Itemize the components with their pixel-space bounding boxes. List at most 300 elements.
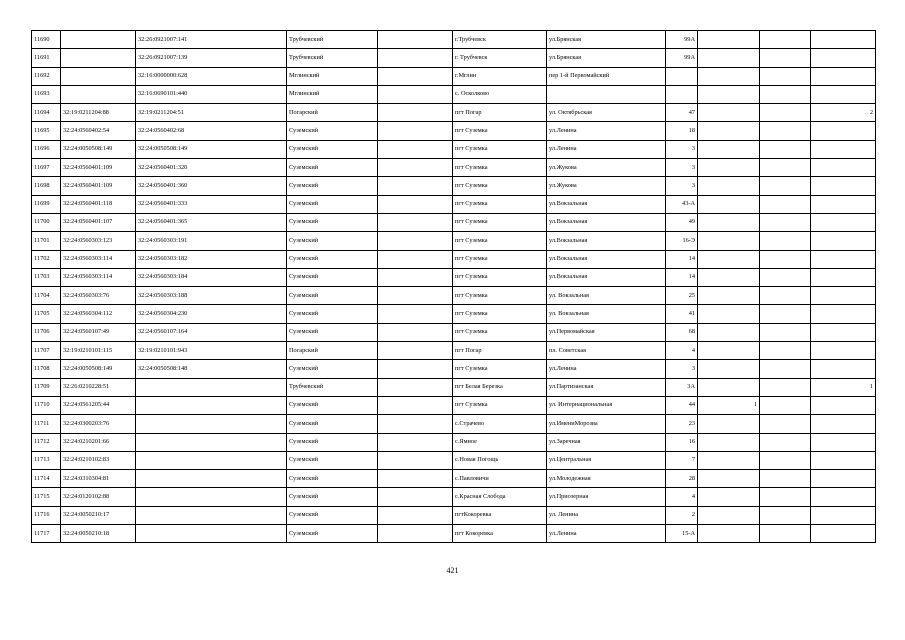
- cell-settlement: г.Мглин: [453, 67, 547, 85]
- cell-extra-a: [698, 195, 760, 213]
- cell-blank: [378, 104, 453, 122]
- cell-record-number: 11711: [32, 415, 61, 433]
- cell-house-number: 23: [666, 415, 698, 433]
- cell-street: [547, 85, 666, 103]
- cell-cadastral-number-2: [136, 506, 287, 524]
- cell-extra-b: [760, 360, 811, 378]
- cell-cadastral-number-2: [136, 470, 287, 488]
- cell-blank: [378, 67, 453, 85]
- cell-cadastral-number: 32:24:0050508:149: [61, 360, 136, 378]
- cell-street: ул. Вокзальная: [547, 287, 666, 305]
- cell-record-number: 11713: [32, 451, 61, 469]
- cell-settlement: пгт Суземка: [453, 305, 547, 323]
- cell-cadastral-number-2: 32:24:0050508:149: [136, 140, 287, 158]
- cell-cadastral-number-2: 32:26:0921007:139: [136, 49, 287, 67]
- cell-cadastral-number: 32:24:0560107:49: [61, 323, 136, 341]
- cell-house-number: 99А: [666, 31, 698, 49]
- cell-street: ул.Ленина: [547, 525, 666, 543]
- cell-house-number: 7: [666, 451, 698, 469]
- cell-street: ул.Первомайская: [547, 323, 666, 341]
- cell-cadastral-number: [61, 85, 136, 103]
- cell-blank: [378, 525, 453, 543]
- cell-extra-b: [760, 525, 811, 543]
- cell-house-number: 3: [666, 159, 698, 177]
- cell-cadastral-number-2: 32:26:0921007:141: [136, 31, 287, 49]
- cell-record-number: 11712: [32, 433, 61, 451]
- cell-settlement: пгт Суземка: [453, 177, 547, 195]
- cell-street: ул.Ленина: [547, 360, 666, 378]
- table-row: [32, 360, 876, 378]
- cell-extra-b: [760, 287, 811, 305]
- cell-district: Суземский: [287, 268, 378, 286]
- cell-extra-c: 2: [811, 104, 876, 122]
- cell-extra-b: [760, 232, 811, 250]
- cell-house-number: 28: [666, 470, 698, 488]
- cell-blank: [378, 287, 453, 305]
- cell-district: Суземский: [287, 250, 378, 268]
- cell-house-number: 99А: [666, 49, 698, 67]
- cell-extra-c: [811, 67, 876, 85]
- table-row: [32, 287, 876, 305]
- cell-extra-c: 1: [811, 378, 876, 396]
- cell-cadastral-number-2: 32:19:0211204:51: [136, 104, 287, 122]
- cell-street: ул. Ленина: [547, 506, 666, 524]
- cell-street: ул.Вокзальная: [547, 268, 666, 286]
- cell-cadastral-number: 32:24:0560402:54: [61, 122, 136, 140]
- cell-house-number: 16: [666, 433, 698, 451]
- cell-blank: [378, 433, 453, 451]
- cell-cadastral-number: 32:24:0560304:112: [61, 305, 136, 323]
- cell-extra-a: [698, 31, 760, 49]
- cell-extra-b: [760, 323, 811, 341]
- cell-house-number: 44: [666, 396, 698, 414]
- cell-cadastral-number: 32:26:0210228:51: [61, 378, 136, 396]
- cell-settlement: с. Осколково: [453, 85, 547, 103]
- cell-district: Суземский: [287, 323, 378, 341]
- table-row: [32, 415, 876, 433]
- cell-record-number: 11717: [32, 525, 61, 543]
- cell-blank: [378, 323, 453, 341]
- cell-blank: [378, 470, 453, 488]
- cell-house-number: 18: [666, 122, 698, 140]
- table-row: [32, 104, 876, 122]
- table-row: [32, 342, 876, 360]
- cell-extra-c: [811, 49, 876, 67]
- cell-extra-b: [760, 49, 811, 67]
- cell-cadastral-number-2: 32:16:0000000:628: [136, 67, 287, 85]
- cell-extra-b: [760, 140, 811, 158]
- cell-district: Погарский: [287, 342, 378, 360]
- cell-street: ул.Партизанская: [547, 378, 666, 396]
- cell-extra-c: [811, 342, 876, 360]
- cell-settlement: пгт Белая Березка: [453, 378, 547, 396]
- cell-street: ул.Приозерная: [547, 488, 666, 506]
- cell-record-number: 11690: [32, 31, 61, 49]
- cell-street: ул.Вокзальная: [547, 232, 666, 250]
- cell-cadastral-number: 32:24:0560401:107: [61, 213, 136, 231]
- cell-extra-b: [760, 104, 811, 122]
- cell-extra-a: [698, 433, 760, 451]
- cell-settlement: пгт Суземка: [453, 122, 547, 140]
- cell-cadastral-number-2: 32:24:0560401:333: [136, 195, 287, 213]
- cell-extra-b: [760, 378, 811, 396]
- cell-settlement: пгт Суземка: [453, 396, 547, 414]
- cell-blank: [378, 415, 453, 433]
- cell-street: ул.Брянская: [547, 31, 666, 49]
- cell-extra-a: [698, 213, 760, 231]
- cell-blank: [378, 122, 453, 140]
- table-row: [32, 378, 876, 396]
- cell-district: Суземский: [287, 232, 378, 250]
- cell-extra-a: [698, 305, 760, 323]
- cell-cadastral-number: 32:19:0210101:115: [61, 342, 136, 360]
- cell-record-number: 11699: [32, 195, 61, 213]
- cell-extra-c: [811, 31, 876, 49]
- cell-cadastral-number: 32:24:0050210:17: [61, 506, 136, 524]
- cell-record-number: 11716: [32, 506, 61, 524]
- cell-extra-a: [698, 488, 760, 506]
- cell-cadastral-number: 32:24:0050210:18: [61, 525, 136, 543]
- cell-extra-c: [811, 488, 876, 506]
- cell-cadastral-number-2: 32:24:0560401:365: [136, 213, 287, 231]
- cell-extra-a: [698, 85, 760, 103]
- table-row: [32, 268, 876, 286]
- cell-district: Суземский: [287, 177, 378, 195]
- cell-house-number: 49: [666, 213, 698, 231]
- cell-settlement: с.Страчево: [453, 415, 547, 433]
- cell-extra-b: [760, 195, 811, 213]
- cell-street: ул.Ленина: [547, 140, 666, 158]
- cell-extra-a: [698, 323, 760, 341]
- cell-extra-c: [811, 122, 876, 140]
- cell-house-number: [666, 67, 698, 85]
- cell-settlement: с.Павловичи: [453, 470, 547, 488]
- cell-extra-a: [698, 506, 760, 524]
- cell-record-number: 11715: [32, 488, 61, 506]
- cell-house-number: 3: [666, 360, 698, 378]
- cell-extra-a: [698, 451, 760, 469]
- cell-record-number: 11692: [32, 67, 61, 85]
- table-row: [32, 195, 876, 213]
- cell-extra-c: [811, 232, 876, 250]
- cell-house-number: 15-А: [666, 525, 698, 543]
- cell-street: ул.Молодежная: [547, 470, 666, 488]
- cell-extra-b: [760, 159, 811, 177]
- cell-extra-c: [811, 159, 876, 177]
- cell-house-number: 3: [666, 140, 698, 158]
- cell-extra-a: [698, 104, 760, 122]
- cell-cadastral-number-2: [136, 396, 287, 414]
- cell-extra-b: [760, 31, 811, 49]
- cell-extra-a: 1: [698, 396, 760, 414]
- cell-house-number: 4: [666, 488, 698, 506]
- cell-cadastral-number-2: 32:24:0560107:164: [136, 323, 287, 341]
- table-row: [32, 85, 876, 103]
- cell-district: Суземский: [287, 396, 378, 414]
- cell-extra-c: [811, 250, 876, 268]
- cell-blank: [378, 451, 453, 469]
- cell-house-number: 68: [666, 323, 698, 341]
- cell-blank: [378, 140, 453, 158]
- cell-record-number: 11701: [32, 232, 61, 250]
- cell-district: Мглинский: [287, 85, 378, 103]
- cell-cadastral-number-2: 32:24:0560303:191: [136, 232, 287, 250]
- table-row: [32, 250, 876, 268]
- cell-district: Суземский: [287, 195, 378, 213]
- cell-district: Суземский: [287, 305, 378, 323]
- table-row: [32, 525, 876, 543]
- cell-cadastral-number-2: 32:19:0210101:943: [136, 342, 287, 360]
- cell-extra-c: [811, 305, 876, 323]
- cell-extra-c: [811, 415, 876, 433]
- table-row: [32, 213, 876, 231]
- cell-blank: [378, 31, 453, 49]
- table-body: [32, 31, 876, 543]
- cell-extra-a: [698, 140, 760, 158]
- cell-extra-a: [698, 342, 760, 360]
- cell-blank: [378, 506, 453, 524]
- cell-extra-c: [811, 140, 876, 158]
- cell-extra-c: [811, 470, 876, 488]
- cell-cadastral-number: 32:24:0310304:81: [61, 470, 136, 488]
- cell-settlement: пгт Суземка: [453, 195, 547, 213]
- cell-district: Суземский: [287, 451, 378, 469]
- cell-record-number: 11710: [32, 396, 61, 414]
- cell-extra-a: [698, 67, 760, 85]
- cell-record-number: 11704: [32, 287, 61, 305]
- cell-record-number: 11698: [32, 177, 61, 195]
- cell-cadastral-number-2: [136, 488, 287, 506]
- cell-cadastral-number: [61, 31, 136, 49]
- cell-district: Суземский: [287, 506, 378, 524]
- cell-extra-c: [811, 506, 876, 524]
- cell-extra-a: [698, 49, 760, 67]
- table-row: [32, 31, 876, 49]
- cell-settlement: с.Новая Погощь: [453, 451, 547, 469]
- cell-cadastral-number-2: [136, 433, 287, 451]
- cell-cadastral-number: 32:24:0210201:66: [61, 433, 136, 451]
- cell-district: Суземский: [287, 213, 378, 231]
- cell-cadastral-number-2: 32:24:0050508:148: [136, 360, 287, 378]
- table-row: [32, 67, 876, 85]
- cell-cadastral-number-2: 32:24:0560401:320: [136, 159, 287, 177]
- cell-extra-a: [698, 525, 760, 543]
- cell-street: ул.Вокзальная: [547, 213, 666, 231]
- cell-extra-c: [811, 525, 876, 543]
- cell-house-number: 16-Э: [666, 232, 698, 250]
- cell-settlement: г. Трубчевск: [453, 49, 547, 67]
- cell-cadastral-number-2: [136, 525, 287, 543]
- cell-house-number: 25: [666, 287, 698, 305]
- cell-cadastral-number-2: 32:24:0560303:184: [136, 268, 287, 286]
- cell-district: Погарский: [287, 104, 378, 122]
- cell-street: ул.Заречная: [547, 433, 666, 451]
- cell-settlement: пгтКокоревка: [453, 506, 547, 524]
- cell-settlement: пгт Суземка: [453, 323, 547, 341]
- cell-cadastral-number-2: [136, 451, 287, 469]
- cell-settlement: пгт Суземка: [453, 159, 547, 177]
- cell-record-number: 11707: [32, 342, 61, 360]
- cell-blank: [378, 49, 453, 67]
- page-number: 421: [446, 566, 459, 575]
- cell-blank: [378, 159, 453, 177]
- cell-house-number: 14: [666, 268, 698, 286]
- cell-house-number: 43-А: [666, 195, 698, 213]
- cell-blank: [378, 177, 453, 195]
- cell-extra-a: [698, 177, 760, 195]
- cell-blank: [378, 232, 453, 250]
- table-row: [32, 232, 876, 250]
- cell-extra-a: [698, 287, 760, 305]
- cell-street: ул.Жукова: [547, 177, 666, 195]
- cell-record-number: 11696: [32, 140, 61, 158]
- cell-district: Суземский: [287, 488, 378, 506]
- cell-extra-a: [698, 159, 760, 177]
- cell-extra-a: [698, 378, 760, 396]
- cell-settlement: пгт Суземка: [453, 213, 547, 231]
- table-row: [32, 396, 876, 414]
- cell-street: ул.Ленина: [547, 122, 666, 140]
- cell-settlement: с.Ямное: [453, 433, 547, 451]
- cell-record-number: 11695: [32, 122, 61, 140]
- cell-district: Суземский: [287, 122, 378, 140]
- cell-district: Суземский: [287, 140, 378, 158]
- cell-blank: [378, 85, 453, 103]
- cell-district: Трубчевский: [287, 31, 378, 49]
- table-row: [32, 433, 876, 451]
- cell-settlement: пгт Суземка: [453, 140, 547, 158]
- cell-settlement: пгт Суземка: [453, 268, 547, 286]
- cell-street: ул.Жукова: [547, 159, 666, 177]
- cell-extra-c: [811, 85, 876, 103]
- table-row: [32, 122, 876, 140]
- cell-extra-b: [760, 451, 811, 469]
- cell-extra-b: [760, 506, 811, 524]
- cell-blank: [378, 396, 453, 414]
- cell-cadastral-number-2: 32:24:0560402:68: [136, 122, 287, 140]
- cell-record-number: 11709: [32, 378, 61, 396]
- cell-district: Суземский: [287, 159, 378, 177]
- table-row: [32, 305, 876, 323]
- cell-blank: [378, 378, 453, 396]
- cell-settlement: пгт Суземка: [453, 232, 547, 250]
- cell-blank: [378, 268, 453, 286]
- cell-cadastral-number: 32:24:0560303:123: [61, 232, 136, 250]
- cell-street: ул.Вокзальная: [547, 195, 666, 213]
- cell-district: Суземский: [287, 287, 378, 305]
- cell-cadastral-number: 32:19:0211204:88: [61, 104, 136, 122]
- cell-district: Суземский: [287, 470, 378, 488]
- cell-extra-a: [698, 268, 760, 286]
- cell-blank: [378, 305, 453, 323]
- table-row: [32, 506, 876, 524]
- cell-extra-c: [811, 360, 876, 378]
- cell-cadastral-number-2: 32:24:0560303:188: [136, 287, 287, 305]
- cell-district: Суземский: [287, 415, 378, 433]
- cell-street: ул.Брянская: [547, 49, 666, 67]
- cell-street: ул. Интернациональная: [547, 396, 666, 414]
- cell-extra-c: [811, 323, 876, 341]
- cell-record-number: 11694: [32, 104, 61, 122]
- cell-extra-b: [760, 213, 811, 231]
- cell-record-number: 11706: [32, 323, 61, 341]
- cell-settlement: пгт Погар: [453, 342, 547, 360]
- table-row: [32, 470, 876, 488]
- cell-cadastral-number: 32:24:0561205:44: [61, 396, 136, 414]
- cell-extra-c: [811, 177, 876, 195]
- cell-settlement: пгт Суземка: [453, 287, 547, 305]
- cell-settlement: пгт Суземка: [453, 360, 547, 378]
- cell-extra-c: [811, 433, 876, 451]
- cell-extra-b: [760, 396, 811, 414]
- cell-street: ул. Октябрьская: [547, 104, 666, 122]
- cell-settlement: пгт Кокоревка: [453, 525, 547, 543]
- cell-cadastral-number-2: 32:16:0690101:440: [136, 85, 287, 103]
- cell-house-number: 14: [666, 250, 698, 268]
- table-row: [32, 49, 876, 67]
- cell-record-number: 11693: [32, 85, 61, 103]
- table-row: [32, 323, 876, 341]
- cell-extra-b: [760, 122, 811, 140]
- cell-house-number: 4: [666, 342, 698, 360]
- cell-cadastral-number-2: 32:24:0560401:360: [136, 177, 287, 195]
- cell-record-number: 11697: [32, 159, 61, 177]
- cell-house-number: 41: [666, 305, 698, 323]
- cell-cadastral-number: 32:24:0300203:76: [61, 415, 136, 433]
- table-row: [32, 140, 876, 158]
- cell-extra-a: [698, 360, 760, 378]
- cell-cadastral-number-2: [136, 415, 287, 433]
- cell-blank: [378, 213, 453, 231]
- cell-settlement: г.Трубчевск: [453, 31, 547, 49]
- table-row: [32, 177, 876, 195]
- cell-blank: [378, 342, 453, 360]
- cell-extra-a: [698, 232, 760, 250]
- cell-cadastral-number-2: [136, 378, 287, 396]
- cell-cadastral-number: 32:24:0560401:109: [61, 159, 136, 177]
- cell-house-number: 3А: [666, 378, 698, 396]
- cell-district: Мглинский: [287, 67, 378, 85]
- cell-record-number: 11700: [32, 213, 61, 231]
- cell-extra-a: [698, 470, 760, 488]
- cell-extra-b: [760, 268, 811, 286]
- cell-cadastral-number: 32:24:0560303:114: [61, 268, 136, 286]
- cell-cadastral-number: 32:24:0050508:149: [61, 140, 136, 158]
- cell-record-number: 11703: [32, 268, 61, 286]
- cell-settlement: с.Красная Слобода: [453, 488, 547, 506]
- cell-settlement: пгт Суземка: [453, 250, 547, 268]
- table-row: [32, 488, 876, 506]
- cell-street: пл. Советская: [547, 342, 666, 360]
- cell-extra-b: [760, 342, 811, 360]
- cell-record-number: 11691: [32, 49, 61, 67]
- cell-district: Трубчевский: [287, 49, 378, 67]
- cell-settlement: пгт Погар: [453, 104, 547, 122]
- cell-record-number: 11702: [32, 250, 61, 268]
- cell-blank: [378, 488, 453, 506]
- cell-blank: [378, 360, 453, 378]
- cell-house-number: [666, 85, 698, 103]
- cell-extra-b: [760, 470, 811, 488]
- cell-extra-c: [811, 451, 876, 469]
- table-row: [32, 159, 876, 177]
- cell-cadastral-number: [61, 67, 136, 85]
- cell-extra-b: [760, 67, 811, 85]
- cell-district: Трубчевский: [287, 378, 378, 396]
- cell-house-number: 47: [666, 104, 698, 122]
- cell-street: ул.Вокзальная: [547, 250, 666, 268]
- cell-district: Суземский: [287, 525, 378, 543]
